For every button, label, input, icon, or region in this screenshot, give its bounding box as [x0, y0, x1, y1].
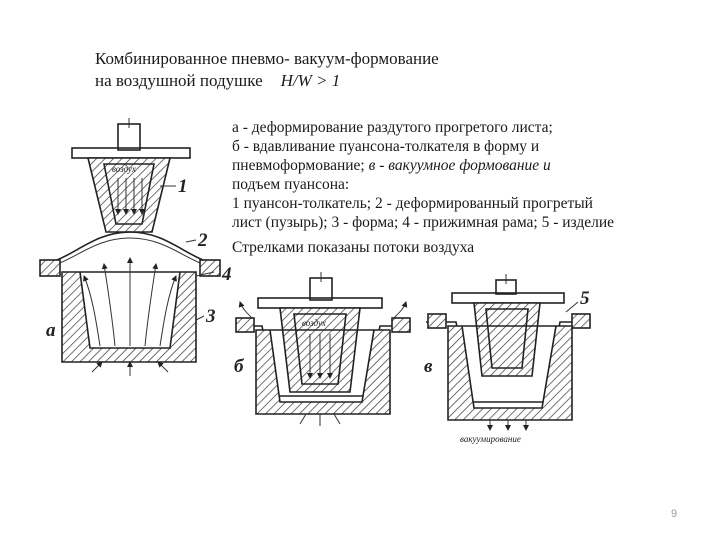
ratio-formula: H/W > 1: [280, 71, 341, 90]
clamp-frame-right-b: [392, 318, 410, 332]
legend-line-v: в - вакуумное формование и: [368, 157, 551, 174]
subfigure-v: [424, 274, 590, 444]
legend-arrows-note: Стрелками показаны потоки воздуха: [232, 239, 475, 256]
callout-2: 2: [198, 230, 208, 251]
legend-line-v-cont: подъем пуансона:: [232, 176, 350, 193]
title-line-1: Комбинированное пневмо- вакуум-формование: [95, 49, 439, 68]
clamp-frame-left-a: [40, 260, 60, 276]
mold-a: [62, 272, 196, 362]
legend-line-a: а - деформирование раздутого прогретого листа;: [232, 119, 553, 136]
plunger-body-v: [474, 303, 540, 376]
legend-line-items-1: 1 пуансон-толкатель; 2 - деформированный прогретый: [232, 195, 593, 212]
air-label-b: воздух: [302, 318, 326, 328]
clamp-frame-right-a: [200, 260, 220, 276]
callout-1: 1: [178, 176, 188, 197]
subfigure-a: [40, 118, 232, 376]
clamp-frame-right-v: [572, 314, 590, 328]
legend-line-b-end: пневмоформование;: [232, 157, 369, 174]
subfigure-label-a: а: [46, 320, 56, 341]
callout-4: 4: [222, 264, 232, 285]
air-label-a: воздух: [112, 164, 136, 174]
subfigure-b: [234, 272, 410, 426]
clamp-frame-left-b: [236, 318, 254, 332]
subfigure-label-b: б: [234, 356, 244, 377]
title-line-2-text: на воздушной подушке: [95, 71, 263, 90]
legend-line-items-2: лист (пузырь); 3 - форма; 4 - прижимная рама; 5 - изделие: [232, 214, 615, 231]
vacuum-arrows-v: [490, 420, 526, 430]
subfigure-label-v: в: [424, 356, 433, 377]
callout-3: 3: [206, 306, 216, 327]
callout-5: 5: [580, 288, 590, 309]
vacuum-label: вакуумирование: [460, 434, 521, 444]
legend-line-b: б - вдавливание пуансона-толкателя в форму и: [232, 138, 540, 155]
page-number: 9: [671, 508, 678, 520]
clamp-frame-left-v: [428, 314, 446, 328]
